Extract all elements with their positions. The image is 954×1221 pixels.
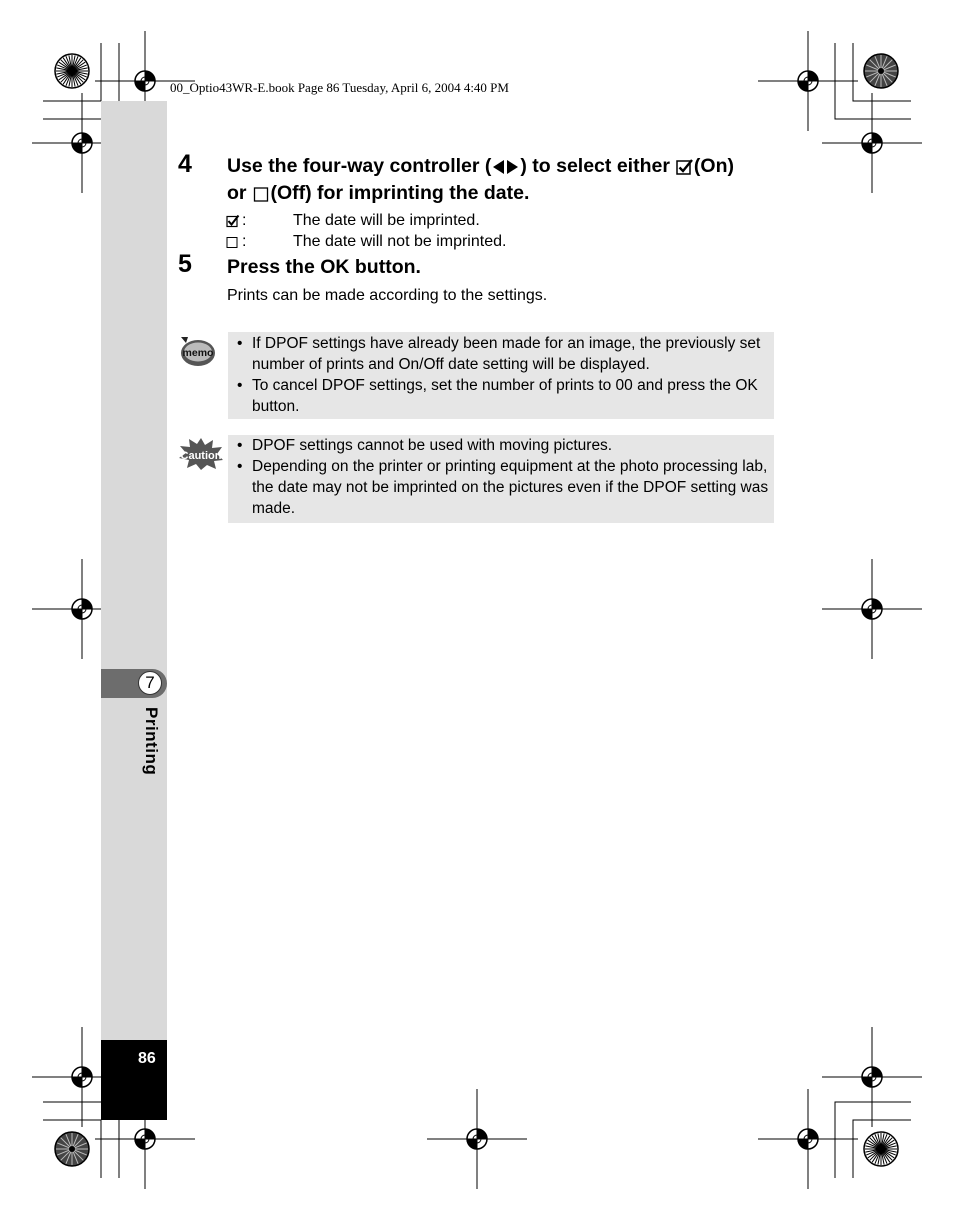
step-5-number: 5 [178, 250, 192, 278]
step-4-heading-part: Use the four-way controller ( [227, 155, 492, 177]
step-4-number: 4 [178, 150, 192, 178]
step-4-options [226, 210, 506, 252]
checkbox-checked-icon [226, 214, 240, 228]
memo-icon-label: memo [182, 347, 214, 359]
page-number-box [101, 1040, 167, 1120]
chapter-name: Printing [142, 707, 161, 776]
memo-icon [178, 334, 218, 368]
memo-bullet: • To cancel DPOF settings, set the number of prints to 00 and press the OK button. [228, 375, 774, 417]
caution-icon [178, 437, 224, 471]
step-4-heading-part: or [227, 182, 247, 204]
checkbox-checked-icon [676, 158, 694, 176]
option-on-text: The date will be imprinted. [293, 212, 480, 229]
left-right-arrows-icon [492, 159, 519, 175]
chapter-number: 7 [138, 671, 162, 695]
step-4-heading [227, 153, 734, 207]
step-4-heading-part: (Off) for imprinting the date. [270, 182, 530, 204]
step-5-heading: Press the OK button. [227, 256, 421, 278]
checkbox-empty-icon [253, 185, 271, 203]
step-4-heading-part: (On) [693, 155, 734, 177]
memo-bullet: • If DPOF settings have already been made for an image, the previously set number of prints and On/Off date setting will be displayed. [228, 333, 774, 375]
option-off-text: The date will not be imprinted. [293, 233, 507, 250]
option-separator: : [242, 233, 247, 250]
caution-bullet: • DPOF settings cannot be used with moving pictures. [228, 435, 774, 456]
caution-icon-label: Caution [180, 450, 222, 462]
running-header: 00_Optio43WR-E.book Page 86 Tuesday, April 6, 2004 4:40 PM [170, 80, 509, 95]
option-separator: : [242, 212, 247, 229]
caution-note-box [228, 435, 774, 523]
memo-note-box [228, 332, 774, 419]
step-4-heading-part: ) to select either [520, 155, 670, 177]
caution-bullet: • Depending on the printer or printing equipment at the photo processing lab, the date may not be imprinted on the pictures even if the DPOF setting was made. [228, 456, 774, 519]
step-5-body: Prints can be made according to the settings. [227, 287, 548, 304]
side-band [101, 101, 167, 1120]
checkbox-empty-icon [226, 235, 240, 249]
page-number: 86 [138, 1050, 156, 1067]
